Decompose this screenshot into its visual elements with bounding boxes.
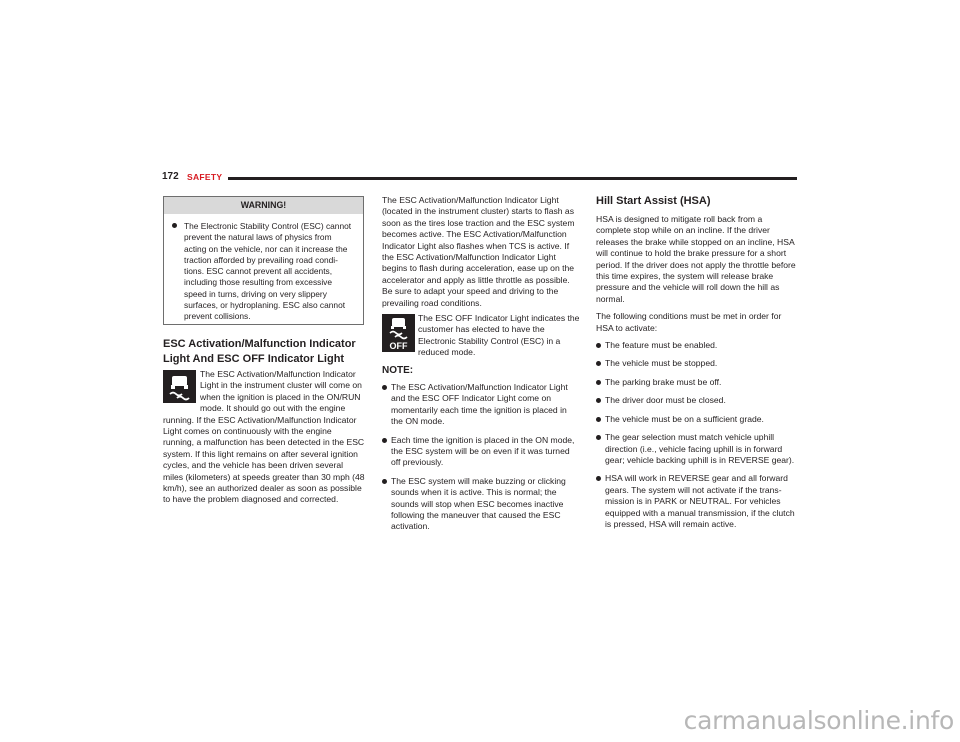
watermark: carmanualsonline.info [683,706,954,735]
list-item: The gear selection must match vehicle uphill direction (i.e., vehicle facing uphill is in forward gear; vehicle backing uphill is in REVERSE gear). [596,432,798,466]
hsa-heading: Hill Start Assist (HSA) [596,195,711,207]
list-item: The parking brake must be off. [596,377,798,388]
list-item: Each time the ignition is placed in the ON mode, the ESC system will be on even if it was turned off previously. [382,435,579,469]
note-list [382,382,579,533]
section-title: SAFETY [187,172,223,182]
note-block [382,363,579,540]
esc-para-3-block [418,313,580,365]
list-item: The ESC system will make buzzing or clicking sounds when it is active. This is normal; the sounds will stop when ESC becomes inactive following the maneuver that caused the ESC activation. [382,476,579,533]
page-number: 172 [162,171,179,182]
bullet-icon [172,223,177,228]
warning-text: The Electronic Stability Control (ESC) cannot prevent the natural laws of physics from acting on the vehicle, nor can it increase the traction afforded by prevailing road condi-tions. ESC cannot prevent all accidents, including those resulting from excessive speed in turns, driving on very slippery surfaces, or hydroplaning. ESC also cannot prevent collisions. [184,221,352,322]
hsa-para-2: The following conditions must be met in order for HSA to activate: [596,311,782,333]
esc-para-2: The ESC Activation/Malfunction Indicator Light (located in the instrument cluster) starts to flash as soon as the tires lose traction and the ESC system becomes active. The ESC Activation/Malfunction Indicator Light also flashes when TCS is active. If the ESC Activation/Malfunction Indicator Light begins to flash during acceleration, ease up on the accelerator and apply as little throttle as possible. Be sure to adapt your speed and driving to the prevailing road conditions. [382,195,575,308]
warning-body [164,214,363,323]
header-rule [228,177,797,180]
hsa-para-1: HSA is designed to mitigate roll back from a complete stop while on an incline. If the driver releases the brake while stopped on an incline, HSA will continue to hold the brake pressure for a short period. If the driver does not apply the throttle before this time expires, the system will release brake pressure and the vehicle will roll down the hill as normal. [596,214,796,304]
esc-para-1-block [163,369,365,512]
note-title: NOTE: [382,365,414,376]
hsa-block [596,194,798,537]
list-item: The ESC Activation/Malfunction Indicator Light and the ESC OFF Indicator Light come on momentarily each time the ignition is placed in the ON mode. [382,382,579,428]
esc-para-3: The ESC OFF Indicator Light indicates the customer has elected to have the Electronic Stability Control (ESC) in a reduced mode. [418,313,580,358]
list-item: The vehicle must be on a sufficient grade. [596,414,798,425]
list-item: HSA will work in REVERSE gear and all forward gears. The system will not activate if the trans-mission is in PARK or NEUTRAL. For vehicles equipped with a manual transmission, if the clutch is pressed, HSA will remain active. [596,473,798,530]
esc-off-indicator-icon [382,314,415,352]
off-label: OFF [389,341,408,351]
hsa-conditions-list [596,340,798,530]
list-item: The driver door must be closed. [596,395,798,406]
list-item: The vehicle must be stopped. [596,358,798,369]
esc-para-2-block [382,195,579,315]
warning-box [163,196,364,325]
warning-title: WARNING! [164,197,363,214]
esc-heading: ESC Activation/Malfunction Indicator Light And ESC OFF Indicator Light [163,338,356,365]
esc-para-1: The ESC Activation/Malfunction Indicator Light in the instrument cluster will come on when the ignition is placed in the ON/RUN mode. It should go out with the engine running. If the ESC Activation/Malfunction Indicator Light comes on continuously with the engine running, a malfunction has been detected in the ESC system. If this light remains on after several ignition cycles, and the vehicle has been driven several miles (kilometers) at speeds greater than 30 mph (48 km/h), see an authorized dealer as soon as possible to have the problem diagnosed and corrected. [163,369,365,505]
list-item: The feature must be enabled. [596,340,798,351]
